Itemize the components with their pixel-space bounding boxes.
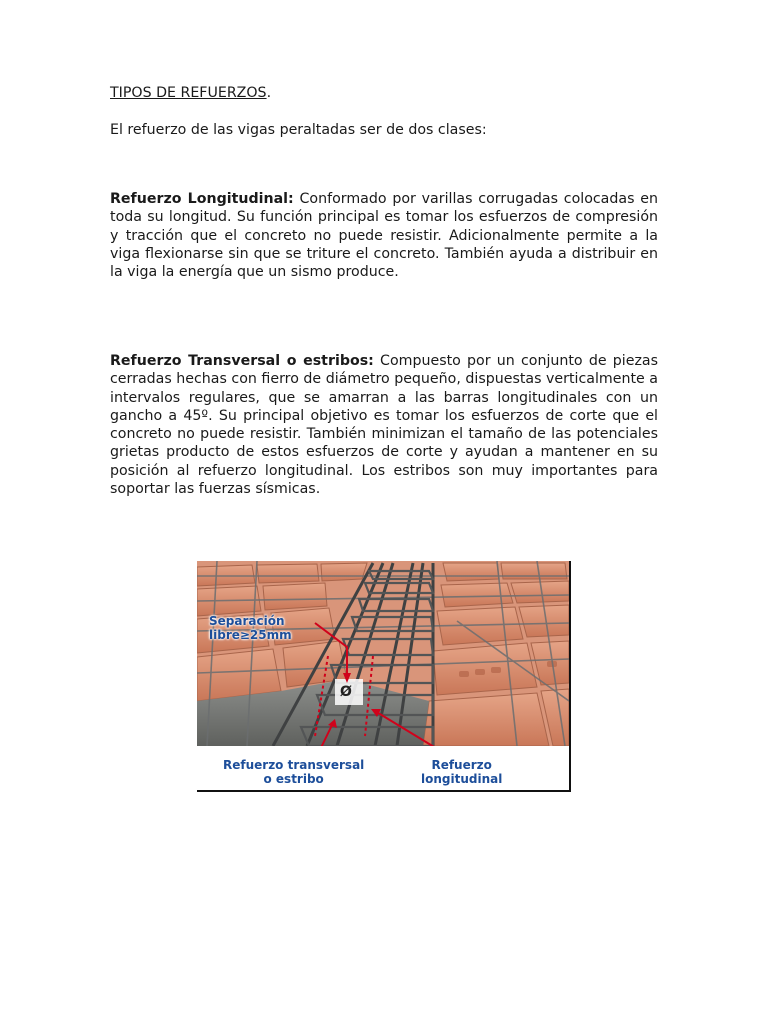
transverse-label-line1: Refuerzo transversal [223,758,365,772]
reinforcement-photo [197,561,571,792]
title-suffix: . [266,85,272,101]
transverse-body: Compuesto por un conjunto de piezas cerradas hechas con fierro de diámetro pequeño, dispuestas verticalmente a intervalos regulares, que se amarran a las barras longitudinales con un gancho a 45º. Su principal objetivo es tomar los esfuerzos de corte que el concreto no puede resistir. También minimizan el tamaño de las potenciales grietas producto de estos esfuerzos de corte y ayudan a mantener en su posición al refuerzo longitudinal. Los estribos son muy importantes para soportar las fuerzas sísmicas. [110,353,658,498]
longitudinal-label [421,758,502,786]
longitudinal-label-line2: longitudinal [421,772,503,786]
longitudinal-label-line1: Refuerzo [431,758,492,772]
transverse-label [223,758,364,786]
longitudinal-body: Conformado por varillas corrugadas colocadas en toda su longitud. Su función principal es tomar los esfuerzos de compresión y tracción que el concreto no puede resistir. Adicionalmente permite a la viga flexionarse sin que se triture el concreto. También ayuda a distribuir en la viga la energía que un sismo produce. [110,191,658,281]
transverse-paragraph [110,352,658,498]
longitudinal-heading: Refuerzo Longitudinal: [110,191,294,207]
transverse-label-line2: o estribo [263,772,324,786]
document-title [110,84,271,102]
separation-label-line1: Separación [209,614,285,628]
diameter-symbol: Ø [340,684,352,700]
reinforcement-illustration [197,561,569,790]
title-text: TIPOS DE REFUERZOS [110,85,267,101]
separation-label [209,614,292,642]
longitudinal-paragraph [110,190,658,281]
intro-paragraph: El refuerzo de las vigas peraltadas ser de dos clases: [110,122,487,138]
separation-label-line2: libre≥25mm [209,628,292,642]
transverse-heading: Refuerzo Transversal o estribos: [110,353,374,369]
